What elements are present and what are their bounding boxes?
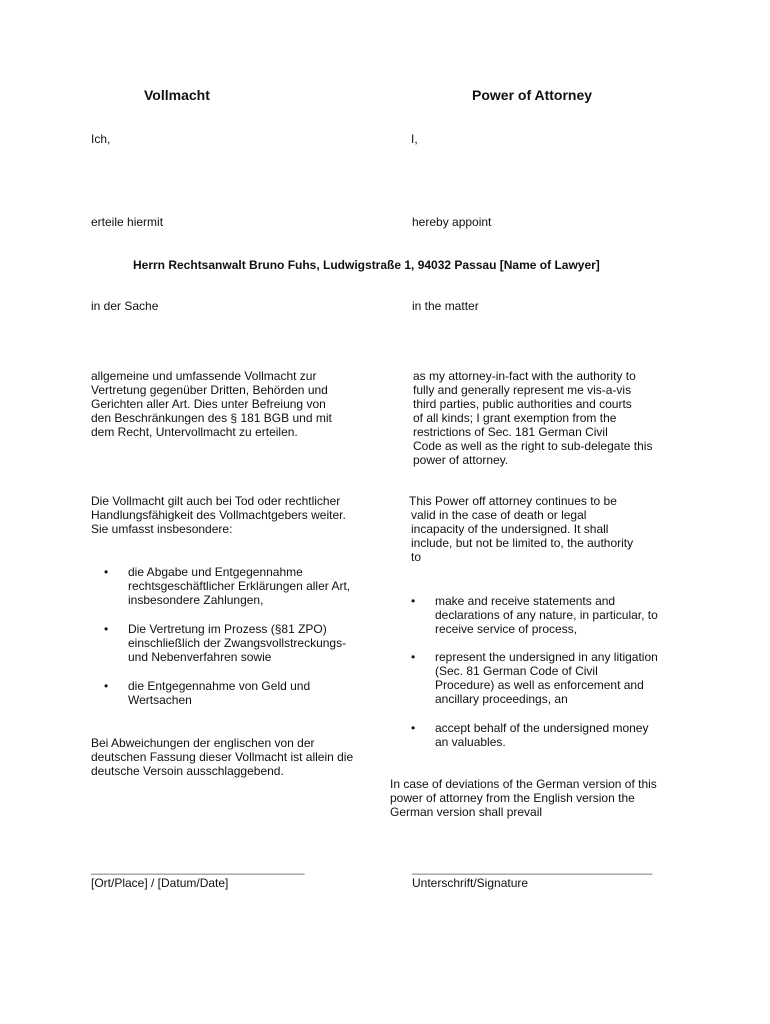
paragraph-line: Handlungsfähigkeit des Vollmachtgebers weiter.: [91, 508, 346, 522]
bullet-marker: •: [411, 650, 416, 664]
paragraph-line: allgemeine und umfassende Vollmacht zur: [91, 369, 317, 383]
signature-label: Unterschrift/Signature: [412, 876, 529, 890]
paragraph-line: Bei Abweichungen der englischen von der: [91, 736, 315, 750]
bullet-line: make and receive statements and: [435, 594, 616, 608]
paragraph-line: third parties, public authorities and courts: [413, 397, 632, 411]
bullet-marker: •: [104, 679, 109, 693]
paragraph-line: In case of deviations of the German version of this: [390, 777, 657, 791]
paragraph-line: deutsche Versoin ausschlaggebend.: [91, 764, 284, 778]
paragraph-line: Gerichten aller Art. Dies unter Befreiung von: [91, 397, 326, 411]
paragraph-line: German version shall prevail: [390, 805, 543, 819]
paragraph-line: of all kinds; I grant exemption from the: [413, 411, 617, 425]
list-item: [104, 679, 384, 709]
deviation-paragraph-english: [390, 777, 657, 819]
bullet-line: Procedure) as well as enforcement and: [435, 678, 644, 692]
bullet-marker: •: [411, 594, 416, 608]
list-item: [411, 721, 711, 751]
bullet-line: rechtsgeschäftlicher Erklärungen aller Art,: [128, 579, 351, 593]
paragraph-line: deutschen Fassung dieser Vollmacht ist allein die: [91, 750, 354, 764]
paragraph-line: power of attorney.: [413, 453, 509, 467]
paragraph-line: This Power off attorney continues to be: [409, 494, 617, 508]
matter-label-german: in der Sache: [91, 299, 159, 313]
authority-paragraph-english: [413, 369, 652, 467]
ich-label: Ich,: [91, 132, 111, 146]
list-item: [104, 565, 384, 609]
paragraph-line: to: [411, 550, 422, 564]
bullet-line: ancillary proceedings, an: [435, 692, 568, 706]
bullet-marker: •: [411, 721, 416, 735]
bullet-line: declarations of any nature, in particular, to: [435, 608, 658, 622]
paragraph-line: den Beschränkungen des § 181 BGB und mit: [91, 411, 332, 425]
paragraph-line: valid in the case of death or legal: [411, 508, 587, 522]
matter-label-english: in the matter: [412, 299, 479, 313]
paragraph-line: dem Recht, Untervollmacht zu erteilen.: [91, 425, 298, 439]
bullet-line: die Abgabe und Entgegennahme: [128, 565, 303, 579]
list-item: [411, 594, 711, 638]
title-german: Vollmacht: [144, 87, 210, 103]
paragraph-line: Sie umfasst insbesondere:: [91, 522, 233, 536]
continues-paragraph-english: [409, 494, 633, 564]
paragraph-line: fully and generally represent me vis-a-vis: [413, 383, 632, 397]
paragraph-line: restrictions of Sec. 181 German Civil: [413, 425, 608, 439]
paragraph-line: Die Vollmacht gilt auch bei Tod oder rechtlicher: [91, 494, 341, 508]
bullet-line: accept behalf of the undersigned money: [435, 721, 649, 735]
appoint-label-german: erteile hiermit: [91, 215, 164, 229]
bullet-line: an valuables.: [435, 735, 506, 749]
bullet-line: (Sec. 81 German Code of Civil: [435, 664, 598, 678]
bullet-line: die Entgegennahme von Geld und: [128, 679, 311, 693]
paragraph-line: power of attorney from the English version the: [390, 791, 635, 805]
list-item: [411, 650, 711, 708]
lawyer-name: Herrn Rechtsanwalt Bruno Fuhs, Ludwigstraße 1, 94032 Passau [Name of Lawyer]: [133, 258, 600, 272]
i-label: I,: [411, 132, 418, 146]
authority-paragraph-german: [91, 369, 332, 439]
place-date-line: ________________________________: [91, 861, 305, 875]
list-item: [104, 622, 384, 666]
paragraph-line: incapacity of the undersigned. It shall: [411, 522, 609, 536]
paragraph-line: Code as well as the right to sub-delegate this: [413, 439, 653, 453]
title-english: Power of Attorney: [472, 87, 593, 103]
bullet-line: insbesondere Zahlungen,: [128, 593, 264, 607]
paragraph-line: include, but not be limited to, the authority: [411, 536, 634, 550]
bullet-marker: •: [104, 565, 109, 579]
place-date-label: [Ort/Place] / [Datum/Date]: [91, 876, 229, 890]
appoint-label-english: hereby appoint: [412, 215, 492, 229]
signature-line: ____________________________________: [412, 861, 653, 875]
paragraph-line: as my attorney-in-fact with the authority to: [413, 369, 636, 383]
deviation-paragraph-german: [91, 736, 353, 778]
bullet-line: Wertsachen: [128, 693, 192, 707]
bullet-line: represent the undersigned in any litigation: [435, 650, 658, 664]
continues-paragraph-german: [91, 494, 346, 536]
bullet-marker: •: [104, 622, 109, 636]
paragraph-line: Vertretung gegenüber Dritten, Behörden und: [91, 383, 328, 397]
bullet-line: receive service of process,: [435, 622, 578, 636]
bullet-line: Die Vertretung im Prozess (§81 ZPO): [128, 622, 327, 636]
bullet-line: und Nebenverfahren sowie: [128, 650, 272, 664]
bullet-line: einschließlich der Zwangsvollstreckungs-: [128, 636, 347, 650]
